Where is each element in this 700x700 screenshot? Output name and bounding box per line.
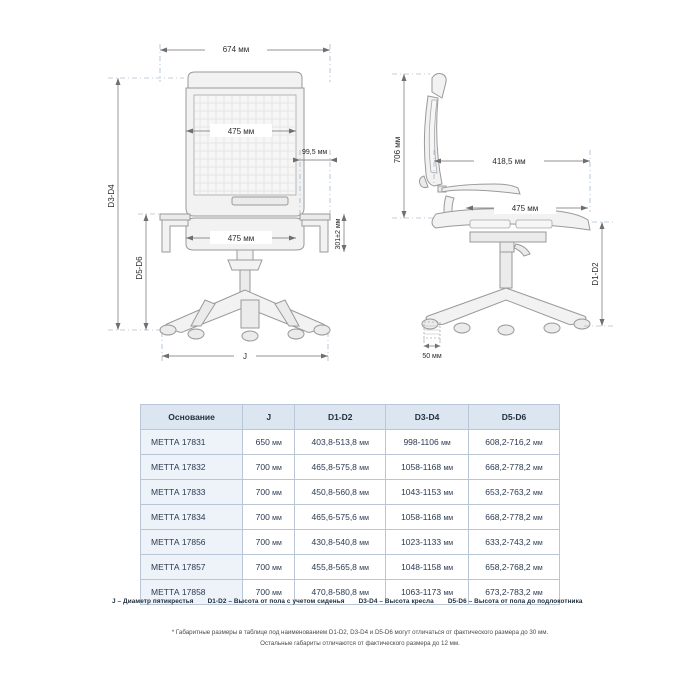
col-header-d5d6: D5-D6 — [468, 405, 559, 430]
cell-d5d6: 633,2-743,2 мм — [468, 530, 559, 555]
cell-j: 700 мм — [243, 455, 295, 480]
front-view-chair — [160, 72, 330, 341]
cell-d3d4: 1063-1173 мм — [386, 580, 469, 605]
table-header-row — [141, 405, 560, 430]
cell-j: 700 мм — [243, 505, 295, 530]
col-header-d3d4: D3-D4 — [386, 405, 469, 430]
cell-d1d2: 465,6-575,6 мм — [295, 505, 386, 530]
cell-d1d2: 470,8-580,8 мм — [295, 580, 386, 605]
dim-d5-d6: D5-D6 — [135, 256, 144, 280]
cell-d3d4: 1023-1133 мм — [386, 530, 469, 555]
legend — [112, 598, 592, 605]
legend-j: J – Диаметр пятикрестья — [112, 598, 194, 605]
cell-model: МЕТТА 17831 — [141, 430, 243, 455]
dimensions-table-wrapper — [140, 404, 560, 605]
cell-model: МЕТТА 17857 — [141, 555, 243, 580]
cell-j: 650 мм — [243, 430, 295, 455]
cell-d5d6: 653,2-763,2 мм — [468, 480, 559, 505]
dim-d1-d2: D1-D2 — [591, 262, 600, 286]
col-header-j: J — [243, 405, 295, 430]
cell-model: МЕТТА 17832 — [141, 455, 243, 480]
cell-d1d2: 450,8-560,8 мм — [295, 480, 386, 505]
cell-d3d4: 1048-1158 мм — [386, 555, 469, 580]
cell-d5d6: 608,2-716,2 мм — [468, 430, 559, 455]
table-row — [141, 480, 560, 505]
cell-model: МЕТТА 17834 — [141, 505, 243, 530]
dim-d3-d4: D3-D4 — [107, 184, 116, 208]
dim-width-overall: 674 мм — [222, 45, 250, 54]
dim-total-height: 706 мм — [393, 136, 402, 164]
dim-armrest-height: 301±2 мм — [335, 218, 342, 250]
legend-d5d6: D5-D6 – Высота от пола до подлокотника — [447, 598, 583, 605]
legend-d1d2: D1-D2 – Высота от пола с учетом сиденья — [207, 598, 345, 605]
dim-caster-size: 50 мм — [422, 353, 442, 360]
cell-d1d2: 455,8-565,8 мм — [295, 555, 386, 580]
cell-d3d4: 1043-1153 мм — [386, 480, 469, 505]
cell-d5d6: 673,2-783,2 мм — [468, 580, 559, 605]
dim-armrest-offset: 99,5 мм — [302, 149, 328, 156]
cell-d3d4: 998-1106 мм — [386, 430, 469, 455]
cell-d5d6: 658,2-768,2 мм — [468, 555, 559, 580]
cell-d5d6: 668,2-778,2 мм — [468, 505, 559, 530]
cell-j: 700 мм — [243, 555, 295, 580]
cell-d1d2: 403,8-513,8 мм — [295, 430, 386, 455]
cell-model: МЕТТА 17858 — [141, 580, 243, 605]
footnote-line-1: * Габаритные размеры в таблице под наименованием D1-D2, D3-D4 и D5-D6 могут отличаться от фактического размера до 30 мм. — [171, 629, 549, 636]
dim-base-diameter: J — [243, 352, 247, 361]
table-row — [141, 430, 560, 455]
cell-j: 700 мм — [243, 530, 295, 555]
dim-backrest-width: 475 мм — [227, 127, 255, 136]
dim-seat-depth: 475 мм — [511, 204, 539, 213]
cell-model: МЕТТА 17833 — [141, 480, 243, 505]
dim-depth-overall: 418,5 мм — [492, 157, 526, 166]
footnote — [140, 628, 580, 649]
cell-d3d4: 1058-1168 мм — [386, 505, 469, 530]
table-row — [141, 530, 560, 555]
dimensions-table — [140, 404, 560, 605]
table-row — [141, 505, 560, 530]
table-row — [141, 555, 560, 580]
col-header-base: Основание — [141, 405, 243, 430]
cell-d3d4: 1058-1168 мм — [386, 455, 469, 480]
footnote-line-2: Остальные габариты отличаются от фактического размера до 12 мм. — [260, 639, 460, 647]
cell-j: 700 мм — [243, 480, 295, 505]
col-header-d1d2: D1-D2 — [295, 405, 386, 430]
cell-d1d2: 465,8-575,8 мм — [295, 455, 386, 480]
cell-j: 700 мм — [243, 580, 295, 605]
table-row — [141, 455, 560, 480]
cell-d5d6: 668,2-778,2 мм — [468, 455, 559, 480]
cell-model: МЕТТА 17856 — [141, 530, 243, 555]
cell-d1d2: 430,8-540,8 мм — [295, 530, 386, 555]
dim-seat-width: 475 мм — [227, 234, 255, 243]
legend-d3d4: D3-D4 – Высота кресла — [358, 598, 434, 605]
